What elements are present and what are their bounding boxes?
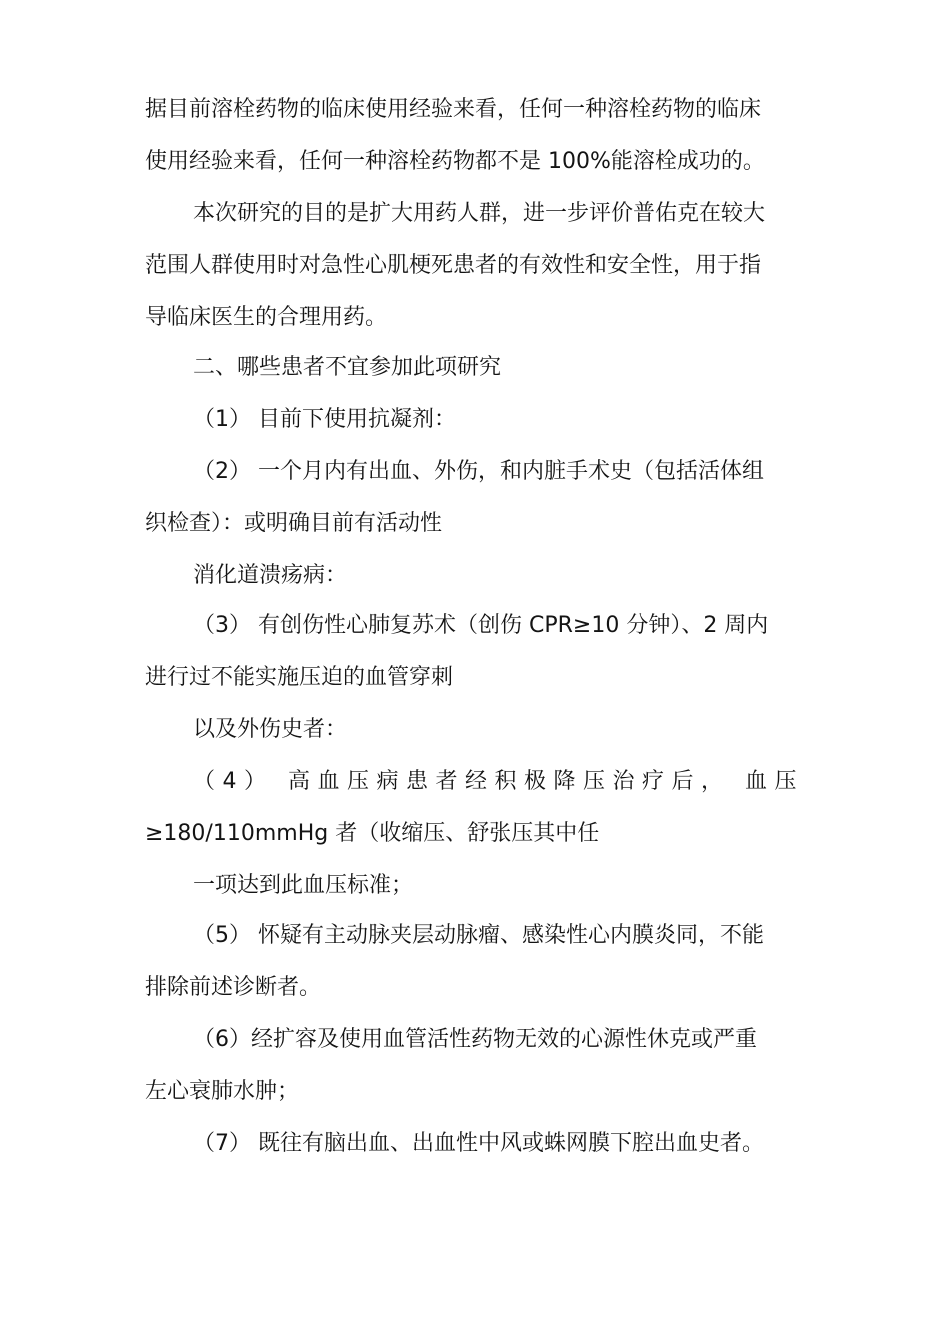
text-line: 进行过不能实施压迫的血管穿刺 (145, 665, 454, 690)
text-line: 以及外伤史者： (193, 717, 348, 742)
text-line: 消化道溃疡病： (193, 563, 348, 588)
text-line: 排除前述诊断者。 (145, 975, 322, 1000)
text-line: 织检查）：或明确目前有活动性 (145, 511, 443, 536)
text-line: 一项达到此血压标准； (193, 873, 414, 898)
text-line: 使用经验来看，任何一种溶栓药物都不是 100%能溶栓成功的。 (145, 149, 765, 174)
list-item: （4） 高血压病患者经积极降压治疗后， 血压 (193, 769, 804, 794)
list-item: （7） 既往有脑出血、出血性中风或蛛网膜下腔出血史者。 (193, 1131, 764, 1156)
list-item: （6）经扩容及使用血管活性药物无效的心源性休克或严重 (193, 1027, 757, 1052)
text-line: 左心衰肺水肿； (145, 1079, 300, 1104)
text-line: 本次研究的目的是扩大用药人群，进一步评价普佑克在较大 (193, 201, 766, 226)
text-line: 导临床医生的合理用药。 (145, 305, 388, 330)
text-line: ≥180/110mmHg 者（收缩压、舒张压其中任 (145, 821, 600, 846)
list-item: （2） 一个月内有出血、外伤，和内脏手术史（包括活体组 (193, 459, 764, 484)
text-line: 据目前溶栓药物的临床使用经验来看，任何一种溶栓药物的临床 (145, 97, 762, 122)
list-item: （1） 目前下使用抗凝剂： (193, 407, 456, 432)
list-item: （3） 有创伤性心肺复苏术（创伤 CPR≥10 分钟）、2 周内 (193, 613, 769, 638)
section-heading: 二、哪些患者不宜参加此项研究 (193, 355, 502, 380)
list-item: （5） 怀疑有主动脉夹层动脉瘤、感染性心内膜炎同，不能 (193, 923, 764, 948)
text-line: 范围人群使用时对急性心肌梗死患者的有效性和安全性，用于指 (145, 253, 762, 278)
